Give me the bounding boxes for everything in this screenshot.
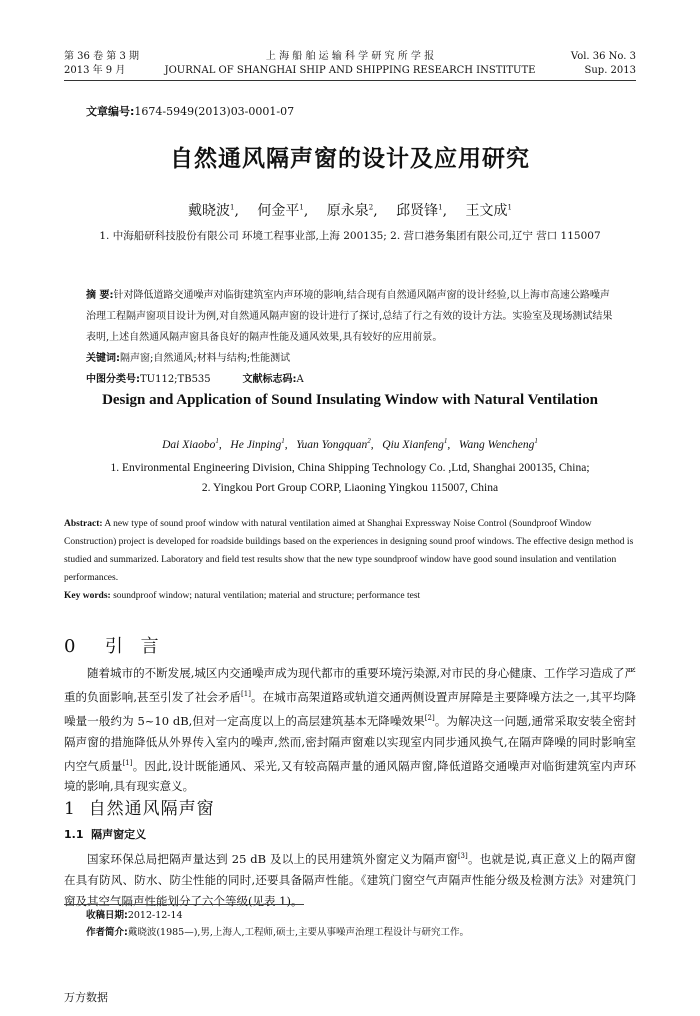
author-cn: 王文成$^1$ bbox=[465, 203, 512, 219]
citation[interactable]: [1] bbox=[122, 758, 133, 767]
watermark: 万方数据 bbox=[64, 991, 108, 1004]
abstract-en-text: A new type of sound proof window with natural ventilation aimed at Shanghai Expressway Noise Control (Soundproof Window Construction) project is developed for roadside buildings based on the experiences in designing sound proof windows. The effective design method is studied and summarized. Laboratory and field test results show that the new type soundproof window have good sound insulation and ventilation performances. bbox=[64, 519, 634, 583]
classification-cn: 中图分类号:TU112;TB535 文献标志码:A bbox=[86, 374, 304, 385]
abstract-cn-body bbox=[86, 285, 614, 348]
authors-en bbox=[0, 437, 700, 451]
citation[interactable]: [1] bbox=[241, 690, 251, 698]
citation[interactable]: [3] bbox=[457, 852, 468, 860]
journal-name-en: JOURNAL OF SHANGHAI SHIP AND SHIPPING RESEARCH INSTITUTE bbox=[164, 65, 536, 76]
paragraph-definition: 国家环保总局把隔声量达到 25 dB 及以上的民用建筑外窗定义为隔声窗[3]。也就是说,真正意义上的隔声窗在具有防风、防水、防尘性能的同时,还要具备隔声性能。《建筑门窗空气声隔声性能分级及检测方法》对建筑门窗及其空气隔声性能划分了六个等级(见表 1)。 bbox=[64, 851, 636, 908]
author-cn: 邱贤锋$^1$, bbox=[396, 203, 448, 219]
author-en: Yuan Yongquan$^2$, bbox=[296, 437, 374, 451]
author-en: Qiu Xianfeng$^1$, bbox=[382, 437, 451, 451]
abstract-en-label: Abstract: bbox=[64, 519, 103, 529]
abstract-cn-text: 针对降低道路交通噪声对临街建筑室内声环境的影响,结合现有自然通风隔声窗的设计经验,以上海市高速公路噪声治理工程隔声窗项目设计为例,对自然通风隔声窗的设计进行了探讨,总结了行之有效的设计方法。实验室及现场测试结果表明,上述自然通风隔声窗具备良好的隔声性能及通风效果,具有较好的应用前景。 bbox=[86, 290, 613, 343]
article-number-label: 文章编号: bbox=[86, 105, 135, 118]
author-en: He Jinping$^1$, bbox=[230, 437, 288, 451]
paper-title-cn: 自然通风隔声窗的设计及应用研究 bbox=[170, 146, 530, 172]
affiliation-en-2: 2. Yingkou Port Group CORP, Liaoning Yingkou 115007, China bbox=[201, 482, 499, 494]
abstract-cn-label: 摘 要: bbox=[86, 290, 114, 301]
paper-title-en: Design and Application of Sound Insulating Window with Natural Ventilation bbox=[102, 392, 598, 408]
header-divider bbox=[64, 80, 636, 81]
author-en: Wang Wencheng$^1$ bbox=[458, 437, 538, 451]
article-number-value: 1674-5949(2013)03-0001-07 bbox=[134, 105, 295, 118]
affiliation-en-1: 1. Environmental Engineering Division, China Shipping Technology Co. ,Ltd, Shanghai 200135, China; bbox=[110, 462, 590, 474]
journal-name-cn: 上 海 船 舶 运 输 科 学 研 究 所 学 报 bbox=[265, 51, 435, 62]
abstract-en bbox=[64, 515, 636, 605]
abstract-cn bbox=[86, 285, 614, 390]
author-cn: 何金平$^1$, bbox=[257, 203, 309, 219]
article-number bbox=[86, 103, 294, 119]
journal-volume-info-en bbox=[571, 50, 636, 78]
volume-issue: 第 36 卷 第 3 期 bbox=[64, 51, 139, 62]
paragraph-introduction: 随着城市的不断发展,城区内交通噪声成为现代都市的重要环境污染源,对市民的身心健康、工作学习造成了严重的负面影响,甚至引发了社会矛盾[1]。在城市高架道路或轨道交通两侧设置声屏障是主要降噪方法之一,其平均降噪量一般约为 5~10 dB,但对一定高度以上的高层建筑基本无降噪效果[2]。为解决这一问题,通常采取安装全密封隔声窗的措施降低从外界传入室内的噪声,然而,密封隔声窗难以实现室内同步通风换气,在隔声降噪的同时影响室内空气质量[1]。因此,设计既能通风、采光,又有较高隔声量的通风隔声窗,降低道路交通噪声对临街建筑室内声环境的影响,具有现实意义。 bbox=[64, 666, 637, 794]
keywords-en: Key words: soundproof window; natural ventilation; material and structure; performance test bbox=[64, 591, 421, 601]
affiliations-en bbox=[0, 458, 700, 498]
footnote-received: 收稿日期:2012-12-14 bbox=[86, 910, 183, 921]
section-heading-introduction: 0 引 言 bbox=[64, 636, 165, 657]
authors-cn bbox=[0, 200, 700, 220]
supplement-date: Sup. 2013 bbox=[584, 65, 636, 76]
issue-date: 2013 年 9 月 bbox=[64, 65, 126, 76]
section-heading-1: 1 自然通风隔声窗 bbox=[64, 799, 215, 819]
affiliations-cn: 1. 中海船研科技股份有限公司 环境工程事业部,上海 200135; 2. 营口港务集团有限公司,辽宁 营口 115007 bbox=[99, 230, 601, 242]
author-cn: 戴晓波$^1$, bbox=[188, 203, 239, 219]
author-cn: 原永泉$^2$, bbox=[326, 203, 378, 219]
subsection-heading-1-1: 1.1 隔声窗定义 bbox=[64, 828, 147, 841]
citation[interactable]: [2] bbox=[424, 713, 435, 722]
volume-issue-en: Vol. 36 No. 3 bbox=[570, 51, 636, 62]
abstract-en-body bbox=[64, 515, 636, 587]
author-en: Dai Xiaobo$^1$, bbox=[162, 437, 222, 451]
footnote-divider bbox=[64, 904, 304, 905]
footnote-author-bio: 作者简介:戴晓波(1985—),男,上海人,工程师,硕士,主要从事噪声治理工程设计与研究工作。 bbox=[86, 927, 470, 938]
keywords-cn: 关键词:隔声窗;自然通风;材料与结构;性能测试 bbox=[86, 353, 291, 364]
